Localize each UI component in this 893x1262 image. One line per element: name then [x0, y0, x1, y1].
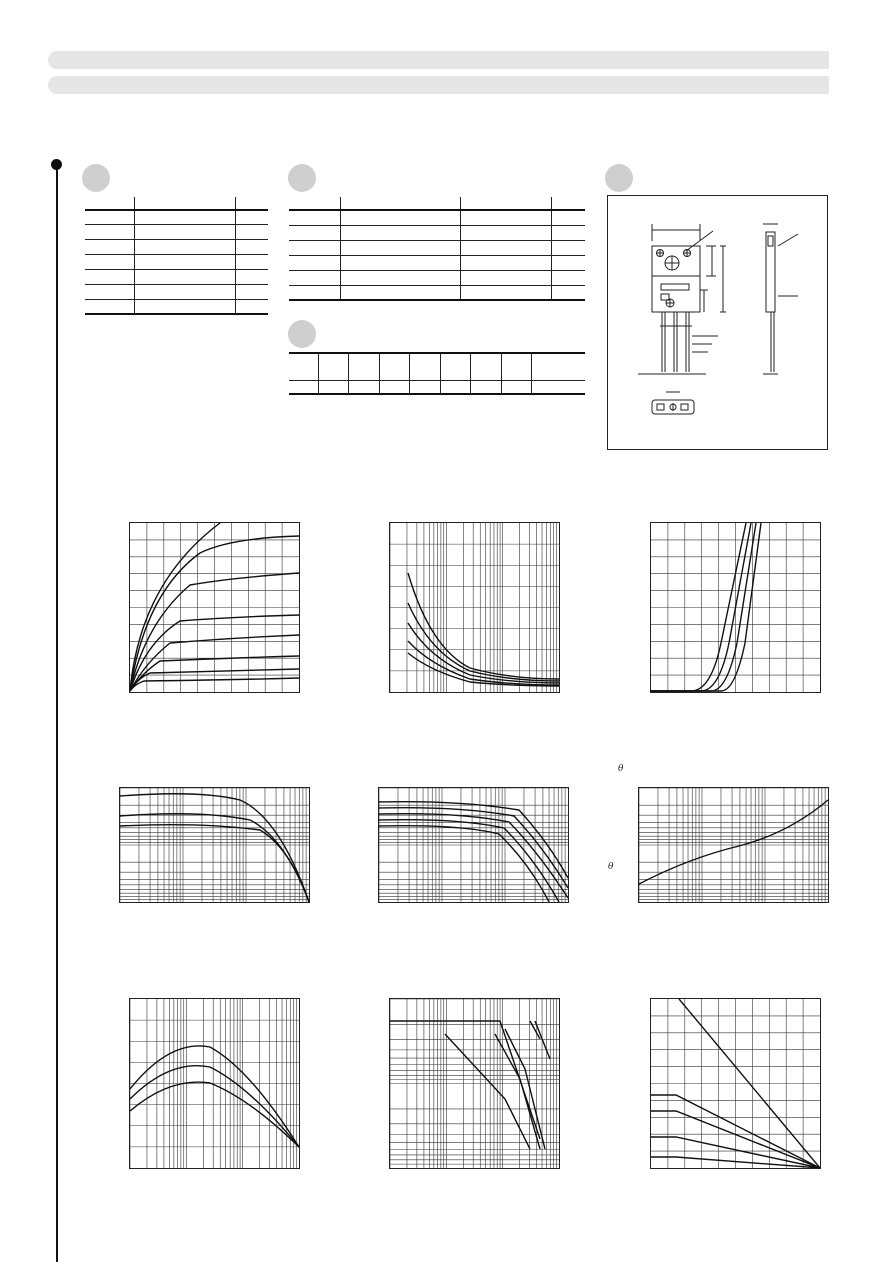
- table-row: [289, 240, 585, 255]
- table-row: [289, 380, 585, 394]
- graph-5-curves: [379, 802, 568, 902]
- theta-symbol-side: θ: [608, 862, 614, 872]
- graph-1: [129, 522, 300, 693]
- header-bar-top: [48, 51, 829, 69]
- graph-1-plot: [130, 523, 299, 692]
- table-row: [85, 210, 268, 224]
- graph-3-curves: [651, 523, 761, 691]
- package-outline-drawing: [608, 196, 829, 451]
- table-row: [289, 353, 585, 380]
- header-bar-bottom: [48, 76, 829, 94]
- graph-9-plot: [651, 999, 820, 1168]
- graph-4-plot: [120, 788, 309, 902]
- graph-8-grid: [390, 999, 559, 1168]
- graph-9: [650, 998, 821, 1169]
- section-circle-electrical: [288, 164, 316, 192]
- gutter-line: [56, 166, 58, 1262]
- outline-drawing-box: [607, 195, 828, 450]
- section-circle-outline: [605, 164, 633, 192]
- graph-7: [129, 998, 300, 1169]
- table-row: [85, 254, 268, 269]
- theta-symbol-top: θ: [618, 764, 624, 774]
- electrical-table: [289, 197, 585, 301]
- graph-7-curves: [130, 1046, 299, 1147]
- graph-7-plot: [130, 999, 299, 1168]
- graph-8: [389, 998, 560, 1169]
- graph-3: [650, 522, 821, 693]
- graph-4-curves: [120, 794, 309, 902]
- graph-6-grid: [639, 788, 828, 902]
- ratings-table: [85, 197, 268, 315]
- graph-2: [389, 522, 560, 693]
- graph-8-curves: [390, 1021, 550, 1149]
- graph-9-grid: [651, 999, 820, 1168]
- table-row: [289, 225, 585, 240]
- graph-4-grid: [120, 788, 309, 902]
- rank-table: [289, 352, 585, 395]
- table-row: [289, 255, 585, 270]
- table-row: [85, 269, 268, 284]
- graph-5: [378, 787, 569, 903]
- table-row: [289, 197, 585, 210]
- graph-7-grid: [130, 999, 299, 1168]
- section-circle-rank: [288, 320, 316, 348]
- table-row: [85, 224, 268, 239]
- graph-8-plot: [390, 999, 559, 1168]
- graph-2-grid: [390, 523, 559, 692]
- graph-5-plot: [379, 788, 568, 902]
- table-row: [85, 239, 268, 254]
- table-row: [85, 299, 268, 314]
- graph-6-curves: [639, 800, 828, 884]
- section-circle-ratings: [82, 164, 110, 192]
- table-row: [85, 284, 268, 299]
- graph-6: [638, 787, 829, 903]
- table-row: [289, 270, 585, 285]
- graph-2-plot: [390, 523, 559, 692]
- graph-6-plot: [639, 788, 828, 902]
- graph-4: [119, 787, 310, 903]
- table-row: [289, 210, 585, 225]
- table-row: [289, 285, 585, 300]
- graph-3-plot: [651, 523, 820, 692]
- table-row: [85, 197, 268, 210]
